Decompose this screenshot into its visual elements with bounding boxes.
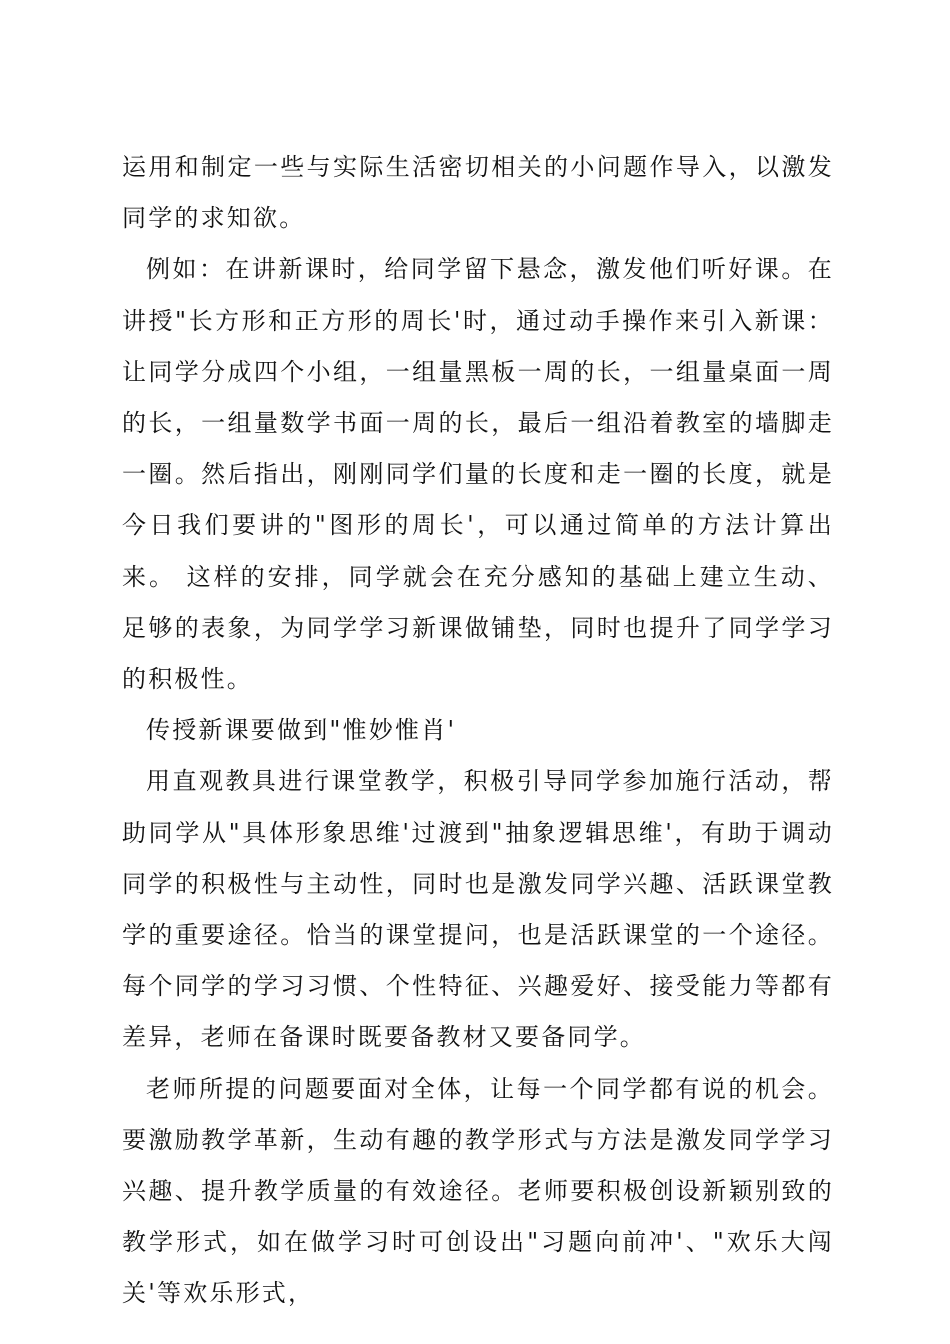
paragraph-1: 运用和制定一些与实际生活密切相关的小问题作导入，以激发同学的求知欲。 <box>122 153 834 233</box>
paragraph-3: 用直观教具进行课堂教学，积极引导同学参加施行活动，帮助同学从"具体形象思维'过渡到"抽象逻辑思维'，有助于调动同学的积极性与主动性，同时也是激发同学兴趣、活跃课堂教学的重要途径。恰当的课堂提问，也是活跃课堂的一个途径。每个同学的学习习惯、个性特征、兴趣爱好、接受能力等都有差异，老师在备课时既要备教材又要备同学。 <box>122 767 834 1052</box>
paragraph-2: 例如：在讲新课时，给同学留下悬念，激发他们听好课。在讲授"长方形和正方形的周长'时，通过动手操作来引入新课：让同学分成四个小组，一组量黑板一周的长，一组量桌面一周的长，一组量数学书面一周的长，最后一组沿着教室的墙脚走一圈。然后指出，刚刚同学们量的长度和走一圈的长度，就是今日我们要讲的"图形的周长'，可以通过简单的方法计算出来。 这样的安排，同学就会在充分感知的基础上建立生动、足够的表象，为同学学习新课做铺垫，同时也提升了同学学习的积极性。 <box>122 255 834 694</box>
paragraph-4: 老师所提的问题要面对全体，让每一个同学都有说的机会。要激励教学革新，生动有趣的教学形式与方法是激发同学学习兴趣、提升教学质量的有效途径。老师要积极创设新颖别致的教学形式，如在做学习时可创设出"习题向前冲'、"欢乐大闯关'等欢乐形式， <box>122 1074 834 1308</box>
section-heading: 传授新课要做到"惟妙惟肖' <box>146 716 457 745</box>
document-body <box>122 142 834 1320</box>
